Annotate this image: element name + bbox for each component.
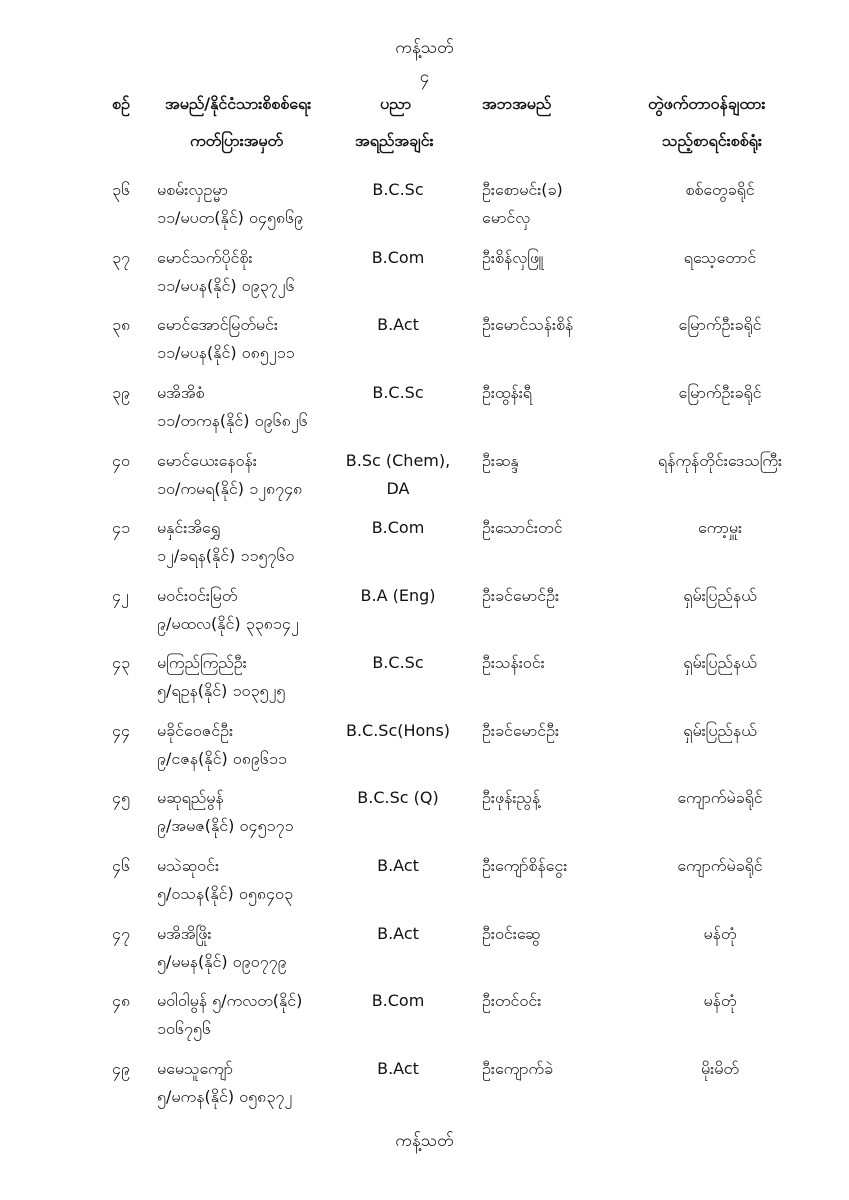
table-row [0,176,849,242]
table-row [0,1055,849,1121]
education: B.C.Sc (Q) [357,788,439,807]
restricted-header-label: ကန့်သတ် [395,38,454,58]
education: B.Act [377,856,419,875]
father-name: ဦးကျော်စိန်ငွေး [482,856,568,875]
father-name: ဦးသန်းဝင်း [482,653,545,672]
name: မအိအိစံ [157,383,205,402]
row-number: ၄၈ [112,991,131,1010]
table-row [0,311,849,377]
row-number: ၃၈ [112,315,131,334]
education: B.C.Sc [372,653,424,672]
row-number: ၄၉ [112,1059,130,1078]
nrc-number: ၉/အမဇ(နိုင်) ၀၄၅၁၇၁ [157,816,294,835]
table-row [0,920,849,986]
father-name: ဦးသောင်းတင် [482,518,563,537]
father-name: ဦးခင်မောင်ဦး [482,586,560,605]
row-number: ၄၀ [112,451,130,470]
name: မအိအိဖြိုး [157,924,212,943]
father-name: ဦးတင်ဝင်း [482,991,542,1010]
education: B.Act [377,315,419,334]
row-number: ၃၇ [112,248,130,267]
education: B.Act [377,924,419,943]
assigned-office: စစ်တွေခရိုင် [685,180,755,199]
name: မောင်သက်ပိုင်စိုး [157,248,253,267]
row-number: ၄၂ [112,586,129,605]
row-number: ၄၆ [112,856,130,875]
table-row [0,447,849,513]
name: မဝင်းဝင်းမြတ် [157,586,238,605]
father-name: ဦးဝင်းဆွေ [482,924,541,943]
name: မကြည်ကြည်ဦး [157,653,247,672]
education: B.Com [371,248,425,267]
father-name: ဦးစိန်လှဖြူ [482,248,544,267]
education: B.C.Sc [372,383,424,402]
header-edu-line2: အရည်အချင်း [355,131,434,150]
assigned-office: ကျောက်မဲခရိုင် [677,856,763,875]
nrc-number: ၁၀၆၇၅၆ [157,1019,211,1038]
father-name: ဦးစောမင်း(ခ) [482,180,563,199]
name: မဆုရည်မွန် [157,788,224,807]
table-row [0,582,849,648]
restricted-footer-label: ကန့်သတ် [395,1131,454,1151]
education: B.Com [371,991,425,1010]
table-row [0,987,849,1053]
education: B.Sc (Chem), [345,451,451,470]
nrc-number: ၉/မထလ(နိုင်) ၃၃၈၁၄၂ [157,614,299,633]
name: မောင်အောင်မြတ်မင်း [157,315,278,334]
header-name-line1: အမည်/နိုင်ငံသားစိစစ်ရေး [165,94,312,113]
nrc-number: ၁၁/မပန(နိုင်) ၀၉၃၇၂၆ [157,276,295,295]
father-name: ဦးဖုန်းညွန့် [482,788,541,807]
assigned-office: ကော့မှူး [697,518,743,537]
table-row [0,784,849,850]
assigned-office: ရှမ်းပြည်နယ် [683,586,757,605]
name: မမေသူကျော် [157,1059,233,1078]
education-extra: DA [386,479,410,498]
table-row [0,852,849,918]
education: B.C.Sc [372,180,424,199]
table-row [0,514,849,580]
row-number: ၄၅ [112,788,130,807]
name: မသဲဆုဝင်း [157,856,219,875]
row-number: ၃၉ [112,383,130,402]
header-edu-line1: ပညာ [380,94,412,113]
nrc-number: ၁၁/မပန(နိုင်) ၀၈၅၂၁၁ [157,343,295,362]
page-number: ၄ [419,67,430,87]
table-row [0,379,849,445]
nrc-number: ၅/မမန(နိုင်) ၀၉၀၇၇၉ [157,952,287,971]
father-name: ဦးခင်မောင်ဦး [482,721,560,740]
name: မဝါဝါမွန် ၅/ကလတ(နိုင်) [157,991,303,1010]
name: မောင်ယေးနေဝန်း [157,451,257,470]
header-town-line2: သည့်စာရင်းစစ်ရုံး [662,131,762,150]
nrc-number: ၁၂/ခရန(နိုင်) ၁၁၅၇၆၀ [157,546,295,565]
assigned-office: မြောက်ဦးခရိုင် [678,315,762,334]
table-row [0,649,849,715]
assigned-office: ရှမ်းပြည်နယ် [683,653,757,672]
education: B.Act [377,1059,419,1078]
nrc-number: ၅/ဝသန(နိုင်) ၀၅၈၄၀၃ [157,884,293,903]
assigned-office: ရှမ်းပြည်နယ် [683,721,757,740]
education: B.Com [371,518,425,537]
father-name: ဦးထွန်းရီ [482,383,532,402]
header-name-line2: ကတ်ပြားအမှတ် [190,131,284,150]
father-name: ဦးမောင်သန်းစိန် [482,315,574,334]
row-number: ၄၁ [112,518,130,537]
assigned-office: မြောက်ဦးခရိုင် [678,383,762,402]
father-name: ဦးဆန္ဒ [482,451,519,470]
nrc-number: ၁၀/ကမရ(နိုင်) ၁၂၈၇၄၈ [157,479,303,498]
table-row [0,244,849,310]
nrc-number: ၁၁/တကန(နိုင်) ၀၉၆၈၂၆ [157,411,308,430]
assigned-office: ကျောက်မဲခရိုင် [677,788,763,807]
assigned-office: မန်တုံ [703,991,737,1010]
assigned-office: ရန်ကုန်တိုင်းဒေသကြီး [657,451,783,470]
assigned-office: မိုးမိတ် [701,1059,739,1078]
header-town-line1: တွဲဖက်တာဝန်ချထား [648,94,766,113]
row-number: ၃၆ [112,180,130,199]
row-number: ၄၇ [112,924,130,943]
nrc-number: ၉/ငဇန(နိုင်) ၀၈၉၆၁၁ [157,749,287,768]
name: မစမ်းလှဥမ္မာ [157,180,228,199]
education: B.C.Sc(Hons) [345,721,451,740]
nrc-number: ၁၁/မပတ(နိုင်) ၀၄၅၈၆၉ [157,208,304,227]
header-no: စဉ် [112,94,130,113]
nrc-number: ၅/မကန(နိုင်) ၀၅၈၃၇၂ [157,1087,293,1106]
name: မနှင်းအိရွှေ [157,518,221,537]
assigned-office: ရသေ့တောင် [683,248,757,267]
nrc-number: ၅/ရဥန(နိုင်) ၁၀၃၅၂၅ [157,681,286,700]
assigned-office: မန်တုံ [703,924,737,943]
father-name: ဦးကျောက်ခဲ [482,1059,554,1078]
father-name-alias: မောင်လှ [482,208,531,227]
row-number: ၄၄ [112,721,130,740]
row-number: ၄၃ [112,653,130,672]
header-father: အဘအမည် [482,94,552,113]
table-row [0,717,849,783]
education: B.A (Eng) [360,586,436,605]
name: မခိုင်ဝေဇင်ဦး [157,721,234,740]
